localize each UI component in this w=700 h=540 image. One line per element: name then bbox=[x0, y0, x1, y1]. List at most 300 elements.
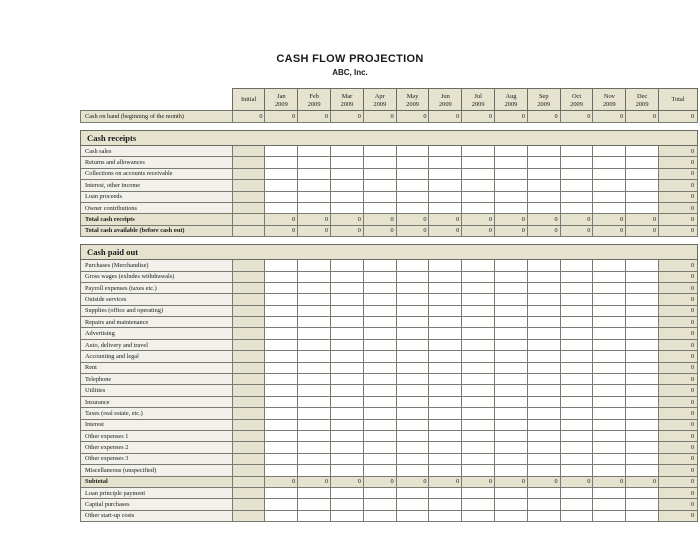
cell-jun[interactable] bbox=[429, 168, 462, 179]
cell-jan[interactable] bbox=[265, 419, 298, 430]
cell-aug[interactable] bbox=[495, 294, 528, 305]
cell-nov[interactable] bbox=[593, 510, 626, 521]
cell-may[interactable] bbox=[396, 510, 429, 521]
cell-jun[interactable] bbox=[429, 202, 462, 213]
cell-nov[interactable] bbox=[593, 260, 626, 271]
cell-feb[interactable] bbox=[298, 294, 331, 305]
cell-nov[interactable] bbox=[593, 487, 626, 498]
cell-mar[interactable] bbox=[331, 408, 364, 419]
cell-apr[interactable] bbox=[363, 487, 396, 498]
cell-dec[interactable] bbox=[626, 351, 659, 362]
cell-sep[interactable] bbox=[527, 180, 560, 191]
cell-total[interactable]: 0 bbox=[659, 111, 698, 123]
cell-apr[interactable] bbox=[363, 385, 396, 396]
cell-jul[interactable]: 0 bbox=[462, 111, 495, 123]
cell-sep[interactable]: 0 bbox=[527, 214, 560, 225]
cell-apr[interactable] bbox=[363, 317, 396, 328]
cell-mar[interactable] bbox=[331, 374, 364, 385]
cell-mar[interactable]: 0 bbox=[331, 111, 364, 123]
cell-oct[interactable] bbox=[560, 294, 593, 305]
cell-sep[interactable]: 0 bbox=[527, 111, 560, 123]
cell-initial[interactable] bbox=[232, 271, 265, 282]
cell-dec[interactable] bbox=[626, 328, 659, 339]
cell-sep[interactable] bbox=[527, 430, 560, 441]
cell-initial[interactable] bbox=[232, 396, 265, 407]
cell-total[interactable]: 0 bbox=[659, 487, 698, 498]
cell-apr[interactable] bbox=[363, 419, 396, 430]
cell-oct[interactable] bbox=[560, 374, 593, 385]
cell-initial[interactable] bbox=[232, 465, 265, 476]
cell-jun[interactable] bbox=[429, 305, 462, 316]
cell-aug[interactable]: 0 bbox=[495, 225, 528, 236]
cell-dec[interactable] bbox=[626, 362, 659, 373]
cell-jun[interactable] bbox=[429, 271, 462, 282]
cell-apr[interactable]: 0 bbox=[363, 214, 396, 225]
cell-mar[interactable] bbox=[331, 419, 364, 430]
cell-total[interactable]: 0 bbox=[659, 271, 698, 282]
cell-oct[interactable] bbox=[560, 328, 593, 339]
cell-apr[interactable] bbox=[363, 202, 396, 213]
cell-jul[interactable] bbox=[462, 419, 495, 430]
cell-jan[interactable] bbox=[265, 351, 298, 362]
cell-mar[interactable] bbox=[331, 396, 364, 407]
cell-initial[interactable] bbox=[232, 339, 265, 350]
cell-total[interactable]: 0 bbox=[659, 362, 698, 373]
cell-jul[interactable]: 0 bbox=[462, 214, 495, 225]
cell-initial[interactable]: 0 bbox=[232, 111, 265, 123]
cell-aug[interactable] bbox=[495, 146, 528, 157]
cell-jul[interactable] bbox=[462, 271, 495, 282]
cell-jan[interactable] bbox=[265, 374, 298, 385]
cell-nov[interactable] bbox=[593, 146, 626, 157]
cell-initial[interactable] bbox=[232, 476, 265, 487]
cell-mar[interactable] bbox=[331, 271, 364, 282]
cell-feb[interactable] bbox=[298, 339, 331, 350]
cell-jan[interactable] bbox=[265, 282, 298, 293]
cell-jun[interactable]: 0 bbox=[429, 214, 462, 225]
cell-aug[interactable] bbox=[495, 419, 528, 430]
cell-sep[interactable] bbox=[527, 487, 560, 498]
cell-jan[interactable] bbox=[265, 146, 298, 157]
cell-apr[interactable] bbox=[363, 351, 396, 362]
cell-aug[interactable] bbox=[495, 487, 528, 498]
cell-sep[interactable] bbox=[527, 282, 560, 293]
cell-apr[interactable] bbox=[363, 499, 396, 510]
cell-total[interactable]: 0 bbox=[659, 499, 698, 510]
cell-mar[interactable] bbox=[331, 260, 364, 271]
cell-aug[interactable] bbox=[495, 168, 528, 179]
cell-oct[interactable] bbox=[560, 271, 593, 282]
cell-oct[interactable] bbox=[560, 510, 593, 521]
cell-aug[interactable] bbox=[495, 191, 528, 202]
cell-jan[interactable] bbox=[265, 408, 298, 419]
cell-dec[interactable] bbox=[626, 260, 659, 271]
cell-jun[interactable] bbox=[429, 430, 462, 441]
cell-feb[interactable] bbox=[298, 157, 331, 168]
cell-jan[interactable]: 0 bbox=[265, 476, 298, 487]
cell-feb[interactable] bbox=[298, 317, 331, 328]
cell-feb[interactable] bbox=[298, 510, 331, 521]
cell-initial[interactable] bbox=[232, 317, 265, 328]
cell-feb[interactable] bbox=[298, 385, 331, 396]
cell-total[interactable]: 0 bbox=[659, 305, 698, 316]
cell-nov[interactable] bbox=[593, 385, 626, 396]
cell-may[interactable] bbox=[396, 453, 429, 464]
cell-dec[interactable] bbox=[626, 294, 659, 305]
cell-jun[interactable] bbox=[429, 180, 462, 191]
cell-nov[interactable] bbox=[593, 168, 626, 179]
cell-total[interactable]: 0 bbox=[659, 453, 698, 464]
cell-initial[interactable] bbox=[232, 202, 265, 213]
cell-nov[interactable] bbox=[593, 282, 626, 293]
cell-dec[interactable] bbox=[626, 339, 659, 350]
cell-feb[interactable] bbox=[298, 362, 331, 373]
cell-jul[interactable] bbox=[462, 408, 495, 419]
cell-initial[interactable] bbox=[232, 385, 265, 396]
cell-nov[interactable] bbox=[593, 202, 626, 213]
cell-sep[interactable] bbox=[527, 465, 560, 476]
cell-jun[interactable] bbox=[429, 294, 462, 305]
cell-sep[interactable] bbox=[527, 339, 560, 350]
cell-mar[interactable] bbox=[331, 328, 364, 339]
cell-aug[interactable] bbox=[495, 305, 528, 316]
cell-sep[interactable] bbox=[527, 328, 560, 339]
cell-jun[interactable] bbox=[429, 442, 462, 453]
cell-apr[interactable] bbox=[363, 510, 396, 521]
cell-sep[interactable] bbox=[527, 168, 560, 179]
cell-oct[interactable]: 0 bbox=[560, 476, 593, 487]
cell-sep[interactable] bbox=[527, 499, 560, 510]
cell-nov[interactable]: 0 bbox=[593, 225, 626, 236]
cell-initial[interactable] bbox=[232, 260, 265, 271]
cell-nov[interactable] bbox=[593, 465, 626, 476]
cell-nov[interactable] bbox=[593, 339, 626, 350]
cell-sep[interactable] bbox=[527, 510, 560, 521]
cell-apr[interactable] bbox=[363, 271, 396, 282]
cell-apr[interactable] bbox=[363, 442, 396, 453]
cell-nov[interactable] bbox=[593, 317, 626, 328]
cell-total[interactable]: 0 bbox=[659, 465, 698, 476]
cell-initial[interactable] bbox=[232, 214, 265, 225]
cell-jan[interactable] bbox=[265, 396, 298, 407]
cell-jun[interactable] bbox=[429, 408, 462, 419]
cell-aug[interactable] bbox=[495, 374, 528, 385]
cell-sep[interactable]: 0 bbox=[527, 225, 560, 236]
cell-mar[interactable] bbox=[331, 202, 364, 213]
cell-may[interactable] bbox=[396, 202, 429, 213]
cell-total[interactable]: 0 bbox=[659, 282, 698, 293]
cell-sep[interactable] bbox=[527, 317, 560, 328]
cell-jul[interactable] bbox=[462, 487, 495, 498]
cell-oct[interactable] bbox=[560, 430, 593, 441]
cell-apr[interactable] bbox=[363, 408, 396, 419]
cell-sep[interactable] bbox=[527, 442, 560, 453]
cell-oct[interactable]: 0 bbox=[560, 225, 593, 236]
cell-may[interactable] bbox=[396, 396, 429, 407]
cell-aug[interactable] bbox=[495, 510, 528, 521]
cell-total[interactable]: 0 bbox=[659, 419, 698, 430]
cell-initial[interactable] bbox=[232, 157, 265, 168]
cell-may[interactable] bbox=[396, 351, 429, 362]
cell-jul[interactable] bbox=[462, 442, 495, 453]
cell-aug[interactable] bbox=[495, 362, 528, 373]
cell-apr[interactable]: 0 bbox=[363, 111, 396, 123]
cell-initial[interactable] bbox=[232, 419, 265, 430]
cell-apr[interactable] bbox=[363, 294, 396, 305]
cell-jan[interactable]: 0 bbox=[265, 111, 298, 123]
cell-apr[interactable] bbox=[363, 374, 396, 385]
cell-dec[interactable] bbox=[626, 146, 659, 157]
cell-apr[interactable]: 0 bbox=[363, 476, 396, 487]
cell-total[interactable]: 0 bbox=[659, 191, 698, 202]
cell-dec[interactable]: 0 bbox=[626, 225, 659, 236]
cell-total[interactable]: 0 bbox=[659, 225, 698, 236]
cell-aug[interactable]: 0 bbox=[495, 214, 528, 225]
cell-initial[interactable] bbox=[232, 146, 265, 157]
cell-may[interactable]: 0 bbox=[396, 214, 429, 225]
cell-jan[interactable] bbox=[265, 499, 298, 510]
cell-feb[interactable] bbox=[298, 260, 331, 271]
cell-jul[interactable] bbox=[462, 294, 495, 305]
cell-sep[interactable] bbox=[527, 157, 560, 168]
cell-may[interactable] bbox=[396, 339, 429, 350]
cell-total[interactable]: 0 bbox=[659, 202, 698, 213]
cell-total[interactable]: 0 bbox=[659, 339, 698, 350]
cell-feb[interactable] bbox=[298, 419, 331, 430]
cell-nov[interactable] bbox=[593, 271, 626, 282]
cell-jul[interactable] bbox=[462, 465, 495, 476]
cell-may[interactable] bbox=[396, 374, 429, 385]
cell-feb[interactable] bbox=[298, 408, 331, 419]
cell-total[interactable]: 0 bbox=[659, 157, 698, 168]
cell-jun[interactable] bbox=[429, 362, 462, 373]
cell-aug[interactable] bbox=[495, 180, 528, 191]
cell-may[interactable] bbox=[396, 442, 429, 453]
cell-mar[interactable] bbox=[331, 351, 364, 362]
cell-feb[interactable] bbox=[298, 499, 331, 510]
cell-sep[interactable] bbox=[527, 260, 560, 271]
cell-mar[interactable] bbox=[331, 180, 364, 191]
cell-jul[interactable]: 0 bbox=[462, 476, 495, 487]
cell-aug[interactable] bbox=[495, 499, 528, 510]
cell-aug[interactable]: 0 bbox=[495, 476, 528, 487]
cell-feb[interactable] bbox=[298, 146, 331, 157]
cell-aug[interactable] bbox=[495, 271, 528, 282]
cell-sep[interactable]: 0 bbox=[527, 476, 560, 487]
cell-sep[interactable] bbox=[527, 374, 560, 385]
cell-dec[interactable] bbox=[626, 430, 659, 441]
cell-sep[interactable] bbox=[527, 385, 560, 396]
cell-initial[interactable] bbox=[232, 328, 265, 339]
cell-may[interactable] bbox=[396, 191, 429, 202]
cell-mar[interactable]: 0 bbox=[331, 225, 364, 236]
cell-oct[interactable] bbox=[560, 442, 593, 453]
cell-initial[interactable] bbox=[232, 442, 265, 453]
cell-total[interactable]: 0 bbox=[659, 146, 698, 157]
cell-jun[interactable] bbox=[429, 191, 462, 202]
cell-nov[interactable] bbox=[593, 305, 626, 316]
cell-feb[interactable] bbox=[298, 271, 331, 282]
cell-jun[interactable] bbox=[429, 328, 462, 339]
cell-feb[interactable] bbox=[298, 305, 331, 316]
cell-nov[interactable] bbox=[593, 351, 626, 362]
cell-total[interactable]: 0 bbox=[659, 510, 698, 521]
cell-may[interactable] bbox=[396, 271, 429, 282]
cell-mar[interactable] bbox=[331, 510, 364, 521]
cell-dec[interactable] bbox=[626, 157, 659, 168]
cell-total[interactable]: 0 bbox=[659, 168, 698, 179]
cell-mar[interactable] bbox=[331, 157, 364, 168]
cell-sep[interactable] bbox=[527, 351, 560, 362]
cell-oct[interactable] bbox=[560, 351, 593, 362]
cell-nov[interactable] bbox=[593, 453, 626, 464]
cell-mar[interactable] bbox=[331, 385, 364, 396]
cell-jan[interactable] bbox=[265, 157, 298, 168]
cell-initial[interactable] bbox=[232, 180, 265, 191]
cell-nov[interactable] bbox=[593, 430, 626, 441]
cell-nov[interactable]: 0 bbox=[593, 476, 626, 487]
cell-feb[interactable] bbox=[298, 191, 331, 202]
cell-jan[interactable] bbox=[265, 191, 298, 202]
cell-apr[interactable]: 0 bbox=[363, 225, 396, 236]
cell-feb[interactable] bbox=[298, 453, 331, 464]
cell-oct[interactable] bbox=[560, 168, 593, 179]
cell-oct[interactable] bbox=[560, 362, 593, 373]
cell-aug[interactable] bbox=[495, 465, 528, 476]
cell-initial[interactable] bbox=[232, 294, 265, 305]
cell-jan[interactable] bbox=[265, 271, 298, 282]
cell-total[interactable]: 0 bbox=[659, 385, 698, 396]
cell-jan[interactable] bbox=[265, 317, 298, 328]
cell-may[interactable] bbox=[396, 305, 429, 316]
cell-may[interactable] bbox=[396, 282, 429, 293]
cell-jun[interactable] bbox=[429, 339, 462, 350]
cell-aug[interactable] bbox=[495, 442, 528, 453]
cell-aug[interactable] bbox=[495, 339, 528, 350]
cell-nov[interactable] bbox=[593, 180, 626, 191]
cell-nov[interactable] bbox=[593, 157, 626, 168]
cell-feb[interactable]: 0 bbox=[298, 476, 331, 487]
cell-mar[interactable] bbox=[331, 282, 364, 293]
cell-initial[interactable] bbox=[232, 408, 265, 419]
cell-may[interactable]: 0 bbox=[396, 476, 429, 487]
cell-initial[interactable] bbox=[232, 191, 265, 202]
cell-may[interactable] bbox=[396, 465, 429, 476]
cell-jul[interactable] bbox=[462, 453, 495, 464]
cell-feb[interactable] bbox=[298, 442, 331, 453]
cell-nov[interactable]: 0 bbox=[593, 111, 626, 123]
cell-aug[interactable] bbox=[495, 282, 528, 293]
cell-jul[interactable] bbox=[462, 180, 495, 191]
cell-jan[interactable] bbox=[265, 510, 298, 521]
cell-total[interactable]: 0 bbox=[659, 294, 698, 305]
cell-initial[interactable] bbox=[232, 510, 265, 521]
cell-total[interactable]: 0 bbox=[659, 442, 698, 453]
cell-jun[interactable] bbox=[429, 499, 462, 510]
cell-jan[interactable] bbox=[265, 202, 298, 213]
cell-jun[interactable] bbox=[429, 260, 462, 271]
cell-initial[interactable] bbox=[232, 362, 265, 373]
cell-total[interactable]: 0 bbox=[659, 180, 698, 191]
cell-dec[interactable] bbox=[626, 282, 659, 293]
cell-jan[interactable] bbox=[265, 362, 298, 373]
cell-feb[interactable]: 0 bbox=[298, 214, 331, 225]
cell-jun[interactable] bbox=[429, 157, 462, 168]
cell-aug[interactable] bbox=[495, 317, 528, 328]
cell-feb[interactable] bbox=[298, 374, 331, 385]
cell-mar[interactable] bbox=[331, 339, 364, 350]
cell-dec[interactable] bbox=[626, 419, 659, 430]
cell-jun[interactable] bbox=[429, 385, 462, 396]
cell-dec[interactable] bbox=[626, 499, 659, 510]
cell-initial[interactable] bbox=[232, 351, 265, 362]
cell-oct[interactable] bbox=[560, 317, 593, 328]
cell-jul[interactable] bbox=[462, 282, 495, 293]
cell-oct[interactable] bbox=[560, 157, 593, 168]
cell-initial[interactable] bbox=[232, 282, 265, 293]
cell-oct[interactable] bbox=[560, 453, 593, 464]
cell-jun[interactable] bbox=[429, 453, 462, 464]
cell-feb[interactable] bbox=[298, 430, 331, 441]
cell-aug[interactable] bbox=[495, 430, 528, 441]
cell-dec[interactable] bbox=[626, 408, 659, 419]
cell-feb[interactable] bbox=[298, 351, 331, 362]
cell-dec[interactable] bbox=[626, 453, 659, 464]
cell-mar[interactable] bbox=[331, 168, 364, 179]
cell-dec[interactable]: 0 bbox=[626, 214, 659, 225]
cell-total[interactable]: 0 bbox=[659, 476, 698, 487]
cell-initial[interactable] bbox=[232, 225, 265, 236]
cell-jul[interactable] bbox=[462, 317, 495, 328]
cell-jan[interactable] bbox=[265, 260, 298, 271]
cell-jun[interactable]: 0 bbox=[429, 111, 462, 123]
cell-jun[interactable] bbox=[429, 487, 462, 498]
cell-mar[interactable] bbox=[331, 430, 364, 441]
cell-mar[interactable] bbox=[331, 453, 364, 464]
cell-mar[interactable]: 0 bbox=[331, 476, 364, 487]
cell-jun[interactable]: 0 bbox=[429, 225, 462, 236]
cell-mar[interactable] bbox=[331, 465, 364, 476]
cell-sep[interactable] bbox=[527, 419, 560, 430]
cell-may[interactable] bbox=[396, 294, 429, 305]
cell-aug[interactable] bbox=[495, 328, 528, 339]
cell-feb[interactable] bbox=[298, 328, 331, 339]
cell-jul[interactable] bbox=[462, 339, 495, 350]
cell-jan[interactable] bbox=[265, 385, 298, 396]
cell-oct[interactable] bbox=[560, 419, 593, 430]
cell-total[interactable]: 0 bbox=[659, 396, 698, 407]
cell-dec[interactable] bbox=[626, 317, 659, 328]
cell-oct[interactable] bbox=[560, 499, 593, 510]
cell-apr[interactable] bbox=[363, 180, 396, 191]
cell-apr[interactable] bbox=[363, 168, 396, 179]
cell-apr[interactable] bbox=[363, 157, 396, 168]
cell-initial[interactable] bbox=[232, 374, 265, 385]
cell-dec[interactable] bbox=[626, 465, 659, 476]
cell-jan[interactable] bbox=[265, 430, 298, 441]
cell-jul[interactable] bbox=[462, 430, 495, 441]
cell-oct[interactable] bbox=[560, 385, 593, 396]
cell-dec[interactable]: 0 bbox=[626, 476, 659, 487]
cell-aug[interactable] bbox=[495, 260, 528, 271]
cell-aug[interactable] bbox=[495, 157, 528, 168]
cell-may[interactable]: 0 bbox=[396, 225, 429, 236]
cell-may[interactable] bbox=[396, 168, 429, 179]
cell-jun[interactable] bbox=[429, 374, 462, 385]
cell-mar[interactable] bbox=[331, 317, 364, 328]
cell-jan[interactable] bbox=[265, 453, 298, 464]
cell-nov[interactable] bbox=[593, 374, 626, 385]
